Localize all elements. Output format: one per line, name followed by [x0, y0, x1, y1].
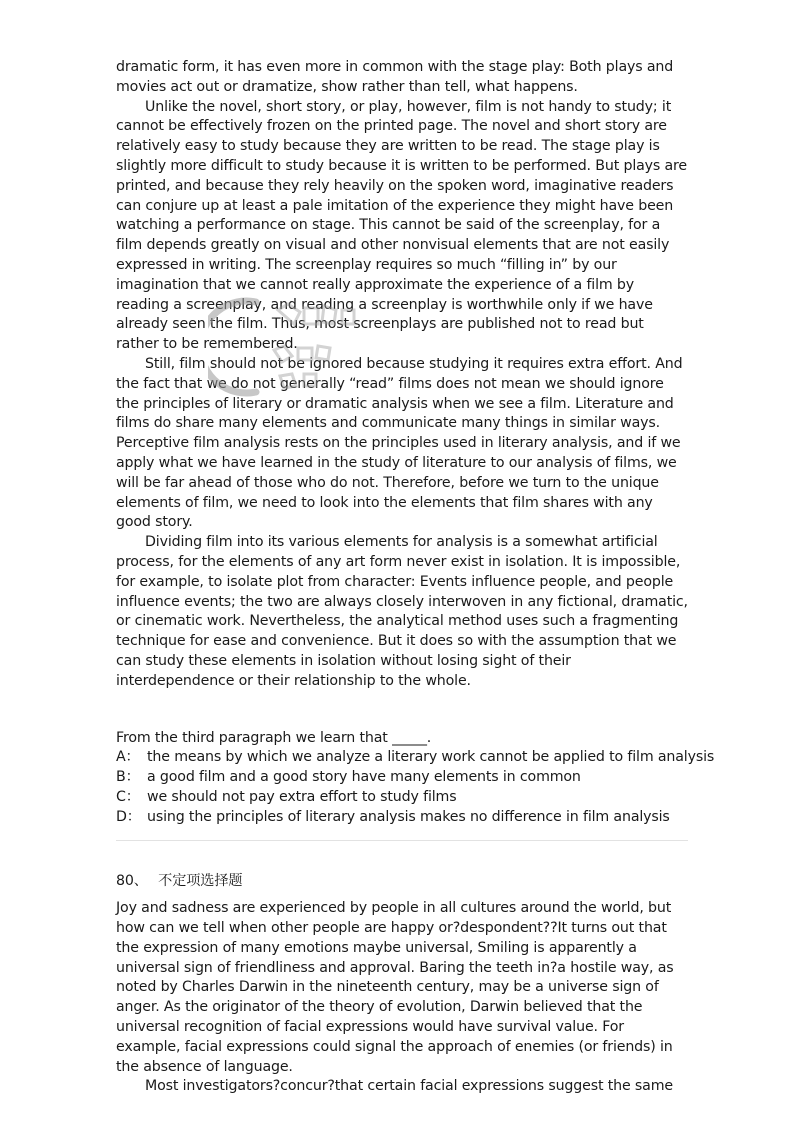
- passage1-paragraph-4: Dividing film into its various elements for analysis is a somewhat artificial process, for the elements of any art form never exist in isolation. It is impossible, for example, to isolate plot from character: Events influence people, and people influence events; the two are always closely interwoven in any fictional, dramatic, or cinematic work. Nevertheless, the analytical method uses such a fragmenting technique for ease and convenience. But it does so with the assumption that we can study these elements in isolation without losing sight of their interdependence or their relationship to the whole.: [116, 534, 688, 689]
- option-a-text: the means by which we analyze a literary work cannot be applied to film analysis: [147, 749, 715, 766]
- option-a-letter: A：: [116, 749, 140, 766]
- option-d-text: using the principles of literary analysis makes no difference in film analysis: [147, 808, 670, 825]
- passage2-paragraph-2: Most investigators?concur?that certain facial expressions suggest the same: [145, 1078, 673, 1095]
- question-2-header: [116, 872, 688, 892]
- option-d-letter: D：: [116, 808, 141, 825]
- passage1-paragraph-1: dramatic form, it has even more in common with the stage play: Both plays and movies act out or dramatize, show rather than tell, what happens.: [116, 59, 674, 95]
- passage1-paragraph-3: Still, film should not be ignored because studying it requires extra effort. And the fact that we do not generally “read” films does not mean we should ignore the principles of literary or dramatic analysis when we see a film. Literature and films do share many elements and communicate many things in similar ways. Perceptive film analysis rests on the principles used in literary analysis, and if we apply what we have learned in the study of literature to our analysis of films, we will be far ahead of those who do not. Therefore, before we turn to the unique elements of film, we need to look into the elements that film shares with any good story.: [116, 355, 683, 531]
- option-a[interactable]: [116, 748, 715, 768]
- passage2-paragraph-1: Joy and sadness are experienced by people in all cultures around the world, but how can we tell when other people are happy or?despondent??It turns out that the expression of many emotions maybe universal, Smiling is apparently a universal sign of friendliness and approval. Baring the teeth in?a hostile way, as noted by Charles Darwin in the nineteenth century, may be a universe sign of anger. As the originator of the theory of evolution, Darwin believed that the universal recognition of facial expressions would have survival value. For example, facial expressions could signal the approach of enemies (or friends) in the absence of language.: [116, 900, 674, 1075]
- question-1: [116, 729, 715, 828]
- option-d[interactable]: [116, 808, 688, 828]
- passage1-paragraph-2: Unlike the novel, short story, or play, however, film is not handy to study; it cannot be effectively frozen on the printed page. The novel and short story are relatively easy to study because they are written to be read. The stage play is slightly more difficult to study because it is written to be performed. But plays are printed, and because they rely heavily on the spoken word, imaginative readers can conjure up at least a pale imitation of the experience they might have been watching a performance on stage. This cannot be said of the screenplay, for a film depends greatly on visual and other nonvisual elements that are not easily expressed in writing. The screenplay requires so much “filling in” by our imagination that we cannot really approximate the experience of a film by reading a screenplay, and reading a screenplay is worthwhile only if we have already seen the film. Thus, most screenplays are published not to read but rather to be remembered.: [116, 98, 688, 353]
- document-page: [116, 58, 715, 1097]
- question-1-stem: From the third paragraph we learn that _____.: [116, 729, 432, 746]
- question-2-type: 不定项选择题: [158, 873, 243, 890]
- option-c-letter: C：: [116, 788, 140, 805]
- option-b-text: a good film and a good story have many elements in common: [147, 769, 581, 786]
- option-b-letter: B：: [116, 769, 140, 786]
- question-divider: [116, 840, 688, 841]
- option-c[interactable]: [116, 788, 688, 808]
- question-2-number: 80、: [116, 873, 148, 890]
- option-c-text: we should not pay extra effort to study films: [147, 788, 457, 805]
- option-b[interactable]: [116, 768, 688, 788]
